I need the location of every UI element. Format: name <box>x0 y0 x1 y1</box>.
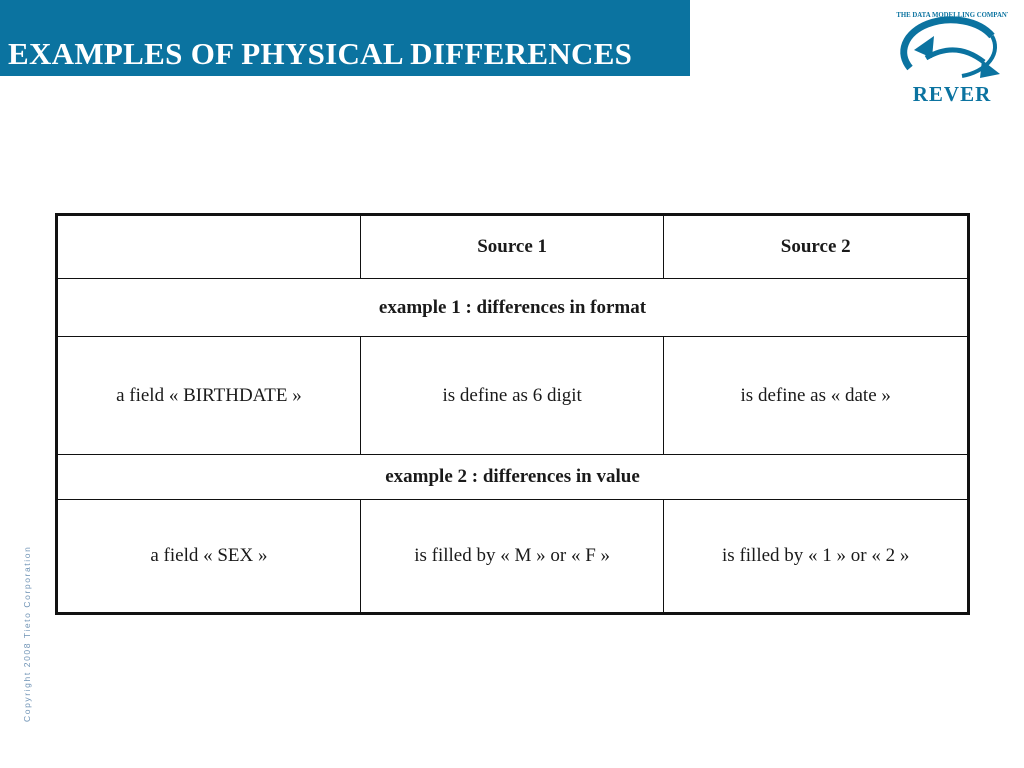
header-source-2: Source 2 <box>664 215 969 279</box>
table-row <box>57 337 969 455</box>
example-1-source-2-cell: is define as « date » <box>664 337 969 455</box>
example-1-label: example 1 : differences in format <box>57 279 969 337</box>
example-2-field-cell: a field « SEX » <box>57 500 361 614</box>
copyright-notice: Copyright 2008 Tieto Corporation <box>22 545 32 722</box>
example-1-field-cell: a field « BIRTHDATE » <box>57 337 361 455</box>
example-1-source-1-cell: is define as 6 digit <box>360 337 664 455</box>
header-source-1: Source 1 <box>360 215 664 279</box>
header-empty-cell <box>57 215 361 279</box>
logo-tagline: THE DATA MODELLING COMPANY <box>896 12 1008 19</box>
example-2-source-2-cell: is filled by « 1 » or « 2 » <box>664 500 969 614</box>
table-header-row <box>57 215 969 279</box>
example-2-heading-row <box>57 455 969 500</box>
example-2-label: example 2 : differences in value <box>57 455 969 500</box>
example-2-source-1-cell: is filled by « M » or « F » <box>360 500 664 614</box>
rever-logo <box>896 6 1008 106</box>
logo-name: REVER <box>912 82 992 106</box>
example-1-heading-row <box>57 279 969 337</box>
table-row <box>57 500 969 614</box>
title-bar <box>0 0 690 76</box>
differences-table <box>55 213 970 615</box>
slide-title: EXAMPLES OF PHYSICAL DIFFERENCES <box>8 36 633 71</box>
